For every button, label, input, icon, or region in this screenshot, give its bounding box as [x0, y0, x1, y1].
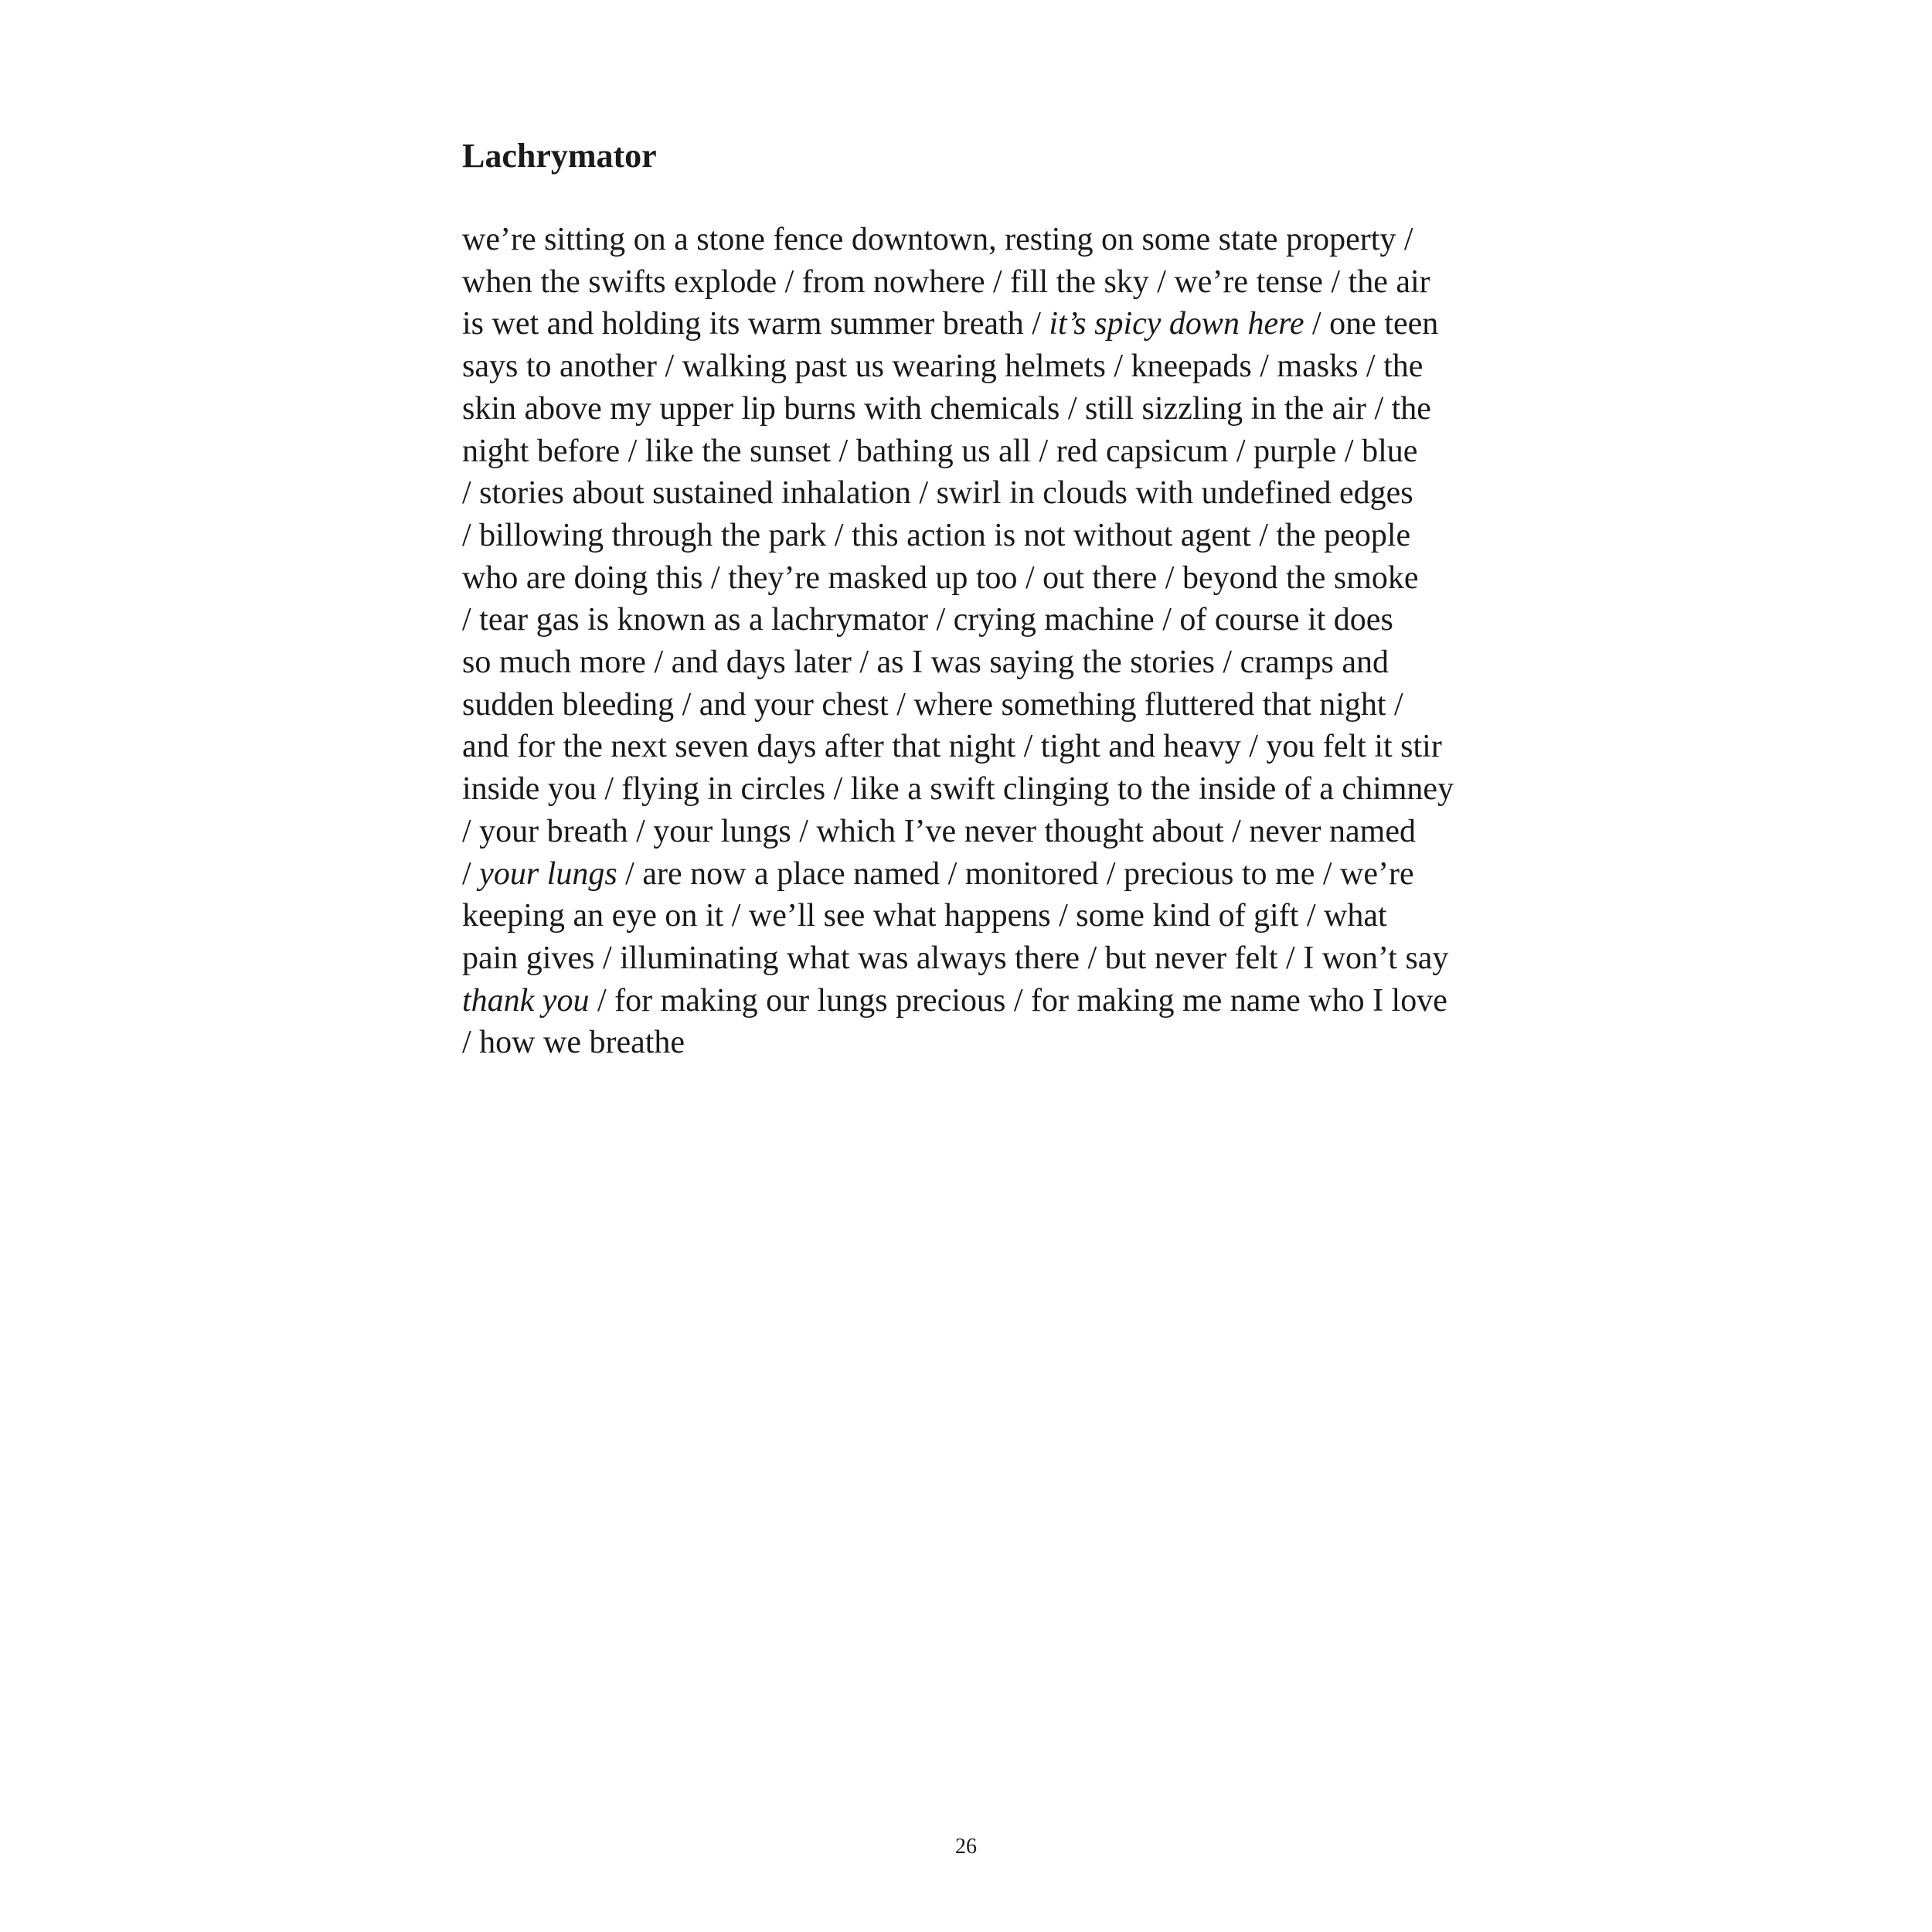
- poem-line: [462, 811, 1498, 853]
- poem-italic-segment: your lungs: [479, 855, 617, 892]
- poem-line: [462, 980, 1498, 1022]
- poem-line: [462, 726, 1498, 768]
- poem-line: [462, 472, 1498, 515]
- poem-line: [462, 1022, 1498, 1064]
- poem-line: [462, 684, 1498, 726]
- poem-segment: / for making our lungs precious / for making me name who I love: [589, 982, 1447, 1019]
- page-number: 26: [955, 1835, 977, 1859]
- poem-segment: / how we breathe: [462, 1025, 685, 1061]
- poem-italic-segment: it’s spicy down here: [1049, 306, 1304, 342]
- poem-segment: who are doing this / they’re masked up too / out there / beyond the smoke: [462, 560, 1419, 596]
- poem-line: [462, 261, 1498, 304]
- poem-segment: is wet and holding its warm summer breath /: [462, 306, 1049, 342]
- poem-line: [462, 937, 1498, 980]
- poem-segment: we’re sitting on a stone fence downtown, resting on some state property /: [462, 222, 1413, 257]
- poem-segment: /: [462, 855, 480, 892]
- poem-segment: and for the next seven days after that night / tight and heavy / you felt it stir: [462, 729, 1442, 765]
- poem-line: [462, 557, 1498, 600]
- poem-segment: / stories about sustained inhalation / swirl in clouds with undefined edges: [462, 475, 1413, 512]
- poem-line: [462, 430, 1498, 473]
- poem-segment: sudden bleeding / and your chest / where something fluttered that night /: [462, 686, 1403, 723]
- poem-segment: keeping an eye on it / we’ll see what happens / some kind of gift / what: [462, 898, 1387, 934]
- poem-segment: night before / like the sunset / bathing us all / red capsicum / purple / blue: [462, 433, 1418, 469]
- poem-segment: skin above my upper lip burns with chemicals / still sizzling in the air / the: [462, 390, 1431, 427]
- poem-segment: when the swifts explode / from nowhere / fill the sky / we’re tense / the air: [462, 264, 1430, 300]
- poem-title: Lachrymator: [462, 137, 657, 175]
- poem-segment: inside you / flying in circles / like a swift clinging to the inside of a chimney: [462, 771, 1454, 808]
- poem-line: [462, 388, 1498, 430]
- poem-line: [462, 768, 1498, 811]
- poem-italic-segment: thank you: [462, 982, 590, 1019]
- poem-line: [462, 515, 1498, 557]
- poem-line: [462, 641, 1498, 684]
- poem-segment: / one teen: [1304, 306, 1439, 342]
- poem-line: [462, 853, 1498, 896]
- poem-segment: pain gives / illuminating what was always there / but never felt / I won’t say: [462, 940, 1449, 976]
- poem-body: [462, 219, 1498, 1064]
- poem-line: [462, 895, 1498, 937]
- poem-line: [462, 303, 1498, 345]
- poem-segment: says to another / walking past us wearing helmets / kneepads / masks / the: [462, 349, 1423, 385]
- poem-segment: so much more / and days later / as I was saying the stories / cramps and: [462, 645, 1389, 681]
- poem-line: [462, 219, 1498, 261]
- poem-segment: / billowing through the park / this action is not without agent / the people: [462, 517, 1411, 553]
- poem-line: [462, 599, 1498, 641]
- poem-segment: / tear gas is known as a lachrymator / crying machine / of course it does: [462, 602, 1393, 638]
- poem-segment: / are now a place named / monitored / precious to me / we’re: [617, 855, 1414, 892]
- poem-line: [462, 345, 1498, 388]
- poem-segment: / your breath / your lungs / which I’ve never thought about / never named: [462, 813, 1416, 849]
